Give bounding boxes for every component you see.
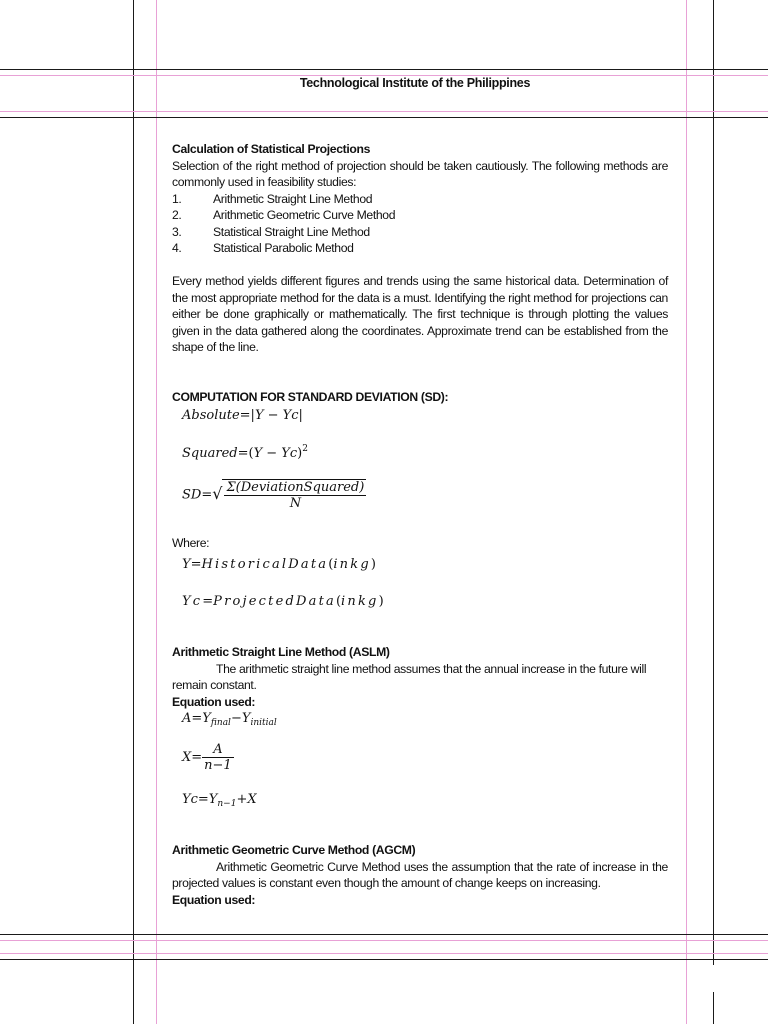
equation-squared: Squared=(Y − Yc)$^2$ [182,444,308,461]
section-heading-agcm: Arithmetic Geometric Curve Method (AGCM) [172,843,416,857]
section-heading-projections: Calculation of Statistical Projections [172,142,370,156]
methods-list [172,191,668,257]
intro-paragraph: Selection of the right method of projection should be taken cautiously. The following methods are commonly used in feasibility studies: [172,158,668,189]
intro-section [172,141,668,257]
header-line-bottom [0,117,768,118]
agcm-section [172,842,668,908]
header-line-low [0,111,768,112]
equation-aslm-yc: $Yc=Y_{n-1}+X$ [182,792,257,809]
margin-line-right-outer [713,0,714,965]
section-heading-sd: COMPUTATION FOR STANDARD DEVIATION (SD): [172,390,449,404]
margin-line-left-inner [156,0,157,1024]
list-item: 2. Arithmetic Geometric Curve Method [172,208,396,222]
definition-y: Y=HistoricalData(inkg) [182,557,376,572]
margin-line-right-lower [713,992,714,1024]
aslm-paragraph: The arithmetic straight line method assumes that the annual increase in the future will remain constant. [172,661,647,692]
methods-paragraph: Every method yields different figures and trends using the same historical data. Determination of the most appropriate method for the data is a must. Identifying the right method for projections can either be done graphically or mathematically. The first technique is through plotting the values given in the data gathered along the coordinates. Approximate trend can be established from the shape of the line. [172,274,668,354]
footer-line-top [0,934,768,935]
where-label: Where: [172,536,210,550]
agcm-paragraph: Arithmetic Geometric Curve Method uses the assumption that the rate of increase in the projected values is constant even though the amount of change keeps on increasing. [172,859,668,890]
list-item: 3. Statistical Straight Line Method [172,224,370,239]
equation-absolute: Absolute=|Y − Yc| [182,408,303,423]
equation-sd: SD=√ $\frac{\text{Σ(DeviationSquared)}}{N}$ [182,480,365,511]
footer-line-bottom [0,959,768,960]
aslm-section [172,644,668,710]
list-item: 4. Statistical Parabolic Method [172,241,354,255]
list-item: 1. Arithmetic Straight Line Method [172,191,373,206]
footer-line-mid [0,940,768,941]
definition-yc: Yc=ProjectedData(inkg) [182,594,384,609]
agcm-equation-label: Equation used: [172,892,256,907]
equation-aslm-x: X= $\frac{A}{n-1}$ [182,742,232,773]
header-line-top [0,69,768,70]
aslm-equation-label: Equation used: [172,694,256,709]
section-heading-aslm: Arithmetic Straight Line Method (ASLM) [172,645,390,659]
margin-line-left-outer [133,0,134,1024]
equation-aslm-a: $A=Y_{final}-Y_{initial}$ [182,711,277,728]
page-header-title: Technological Institute of the Philippines [299,76,531,90]
margin-line-right-inner [686,0,687,1024]
footer-line-low [0,953,768,954]
